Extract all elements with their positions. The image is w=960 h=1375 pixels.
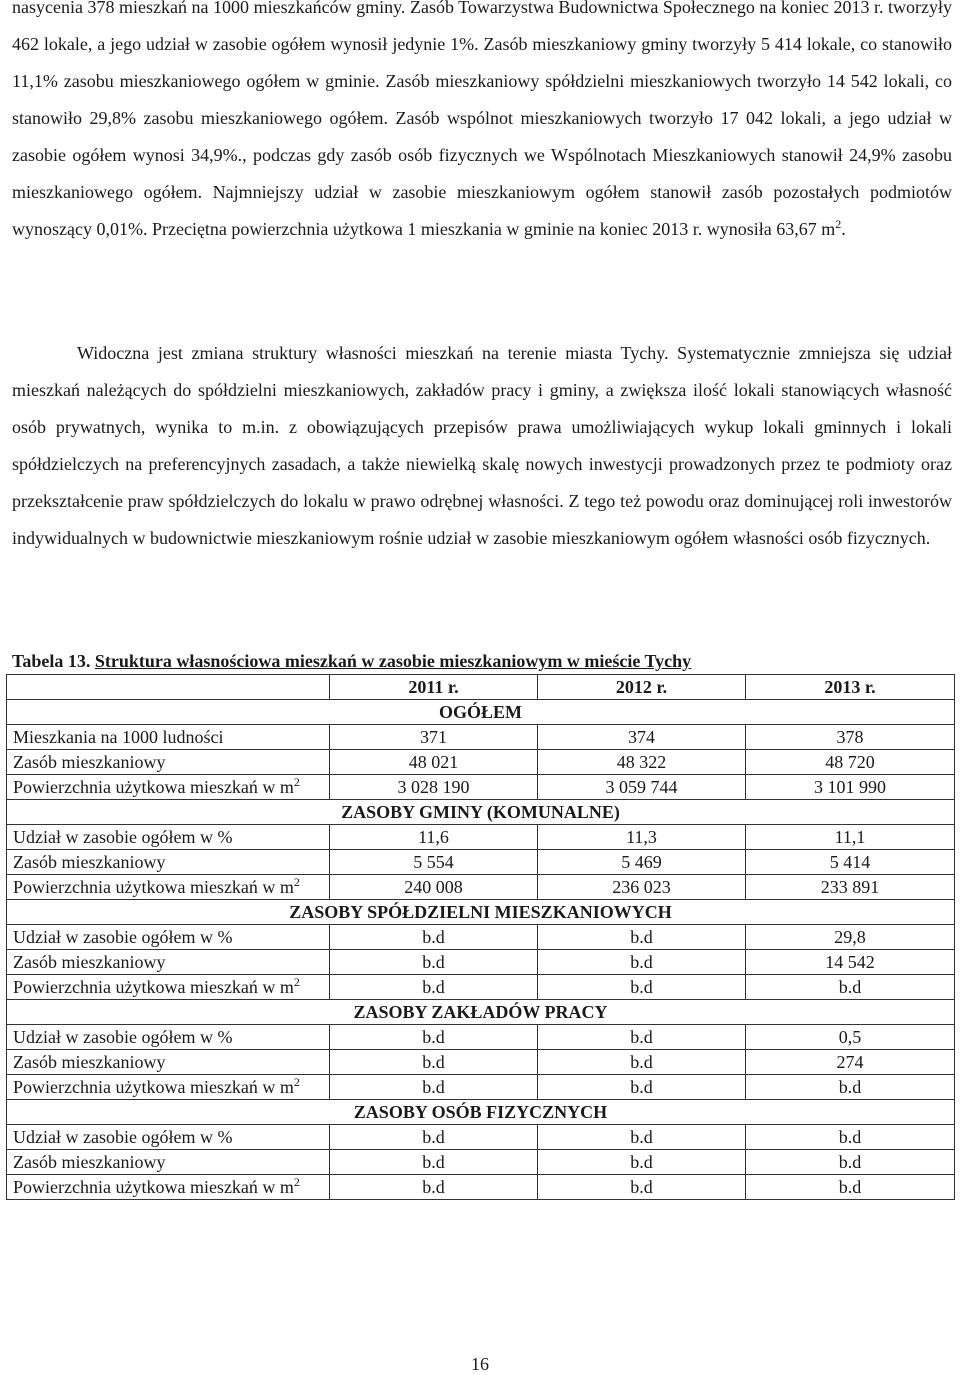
row-label-text: Udział w zasobie ogółem w %: [13, 1127, 233, 1147]
paragraph-housing-stock: [12, 0, 952, 248]
row-label: [7, 1150, 330, 1175]
row-label-text: Powierzchnia użytkowa mieszkań w m: [13, 877, 294, 897]
value-cell: 3 059 744: [538, 775, 746, 800]
row-label: [7, 1125, 330, 1150]
row-label-text: Udział w zasobie ogółem w %: [13, 927, 233, 947]
header-year-2011: 2011 r.: [330, 675, 538, 700]
row-label-text: Zasób mieszkaniowy: [13, 1152, 166, 1172]
row-label-text: Udział w zasobie ogółem w %: [13, 1027, 233, 1047]
value-cell: b.d: [538, 950, 746, 975]
table-caption-prefix: Tabela 13.: [12, 651, 91, 671]
table-row: [7, 975, 955, 1000]
value-cell: b.d: [538, 1125, 746, 1150]
row-label-text: Mieszkania na 1000 ludności: [13, 727, 224, 747]
row-label: [7, 975, 330, 1000]
value-cell: b.d: [330, 975, 538, 1000]
value-cell: 378: [746, 725, 955, 750]
row-label: [7, 925, 330, 950]
table-row: [7, 725, 955, 750]
value-cell: 3 101 990: [746, 775, 955, 800]
value-cell: b.d: [538, 1150, 746, 1175]
value-cell: 48 720: [746, 750, 955, 775]
table-row: [7, 1075, 955, 1100]
value-cell: b.d: [330, 1050, 538, 1075]
table-row: [7, 750, 955, 775]
value-cell: b.d: [330, 1025, 538, 1050]
row-label-text: Powierzchnia użytkowa mieszkań w m: [13, 1177, 294, 1197]
table-header-row: [7, 675, 955, 700]
row-label-text: Udział w zasobie ogółem w %: [13, 827, 233, 847]
value-cell: b.d: [538, 1050, 746, 1075]
ownership-structure-table: [6, 674, 955, 1200]
table-row: [7, 875, 955, 900]
paragraph-text: nasycenia 378 mieszkań na 1000 mieszkańców gminy. Zasób Towarzystwa Budownictwa Społecznego na koniec 2013 r. tworzyły 462 lokale, a jego udział w zasobie ogółem wynosił jedynie 1%. Zasób mieszkaniowy gminy tworzyły 5 414 lokale, co stanowiło 11,1% zasobu mieszkaniowego ogółem w gminie. Zasób mieszkaniowy spółdzielni mieszkaniowych tworzyło 14 542 lokali, co stanowiło 29,8% zasobu mieszkaniowego ogółem. Zasób wspólnot mieszkaniowych tworzyło 17 042 lokali, a jego udział w zasobie ogółem wynosi 34,9%., podczas gdy zasób osób fizycznych we Wspólnotach Mieszkaniowych stanowił 24,9% zasobu mieszkaniowego ogółem. Najmniejszy udział w zasobie mieszkaniowym ogółem stanowił zasób pozostałych podmiotów wynoszący 0,01%. Przeciętna powierzchnia użytkowa 1 mieszkania w gminie na koniec 2013 r. wynosiła 63,67 m: [12, 0, 952, 239]
row-label: [7, 1025, 330, 1050]
superscript-2: 2: [835, 217, 842, 231]
value-cell: b.d: [330, 925, 538, 950]
value-cell: 11,1: [746, 825, 955, 850]
section-title: OGÓŁEM: [7, 700, 955, 725]
value-cell: b.d: [538, 1175, 746, 1200]
page-number: 16: [471, 1354, 489, 1374]
paragraph-ownership-change: Widoczna jest zmiana struktury własności mieszkań na terenie miasta Tychy. Systematycznie zmniejsza się udział mieszkań należących do spółdzielni mieszkaniowych, zakładów pracy i gminy, a zwiększa ilość lokali stanowiących własność osób prywatnych, wynika to m.in. z obowiązujących przepisów prawa umożliwiających wykup lokali gminnych i lokali spółdzielczych na preferencyjnych zasadach, a także niewielką skalę nowych inwestycji prowadzonych przez te podmioty oraz przekształcenie praw spółdzielczych do lokalu w prawo odrębnej własności. Z tego też powodu oraz dominującej roli inwestorów indywidualnych w budownictwie mieszkaniowym rośnie udział w zasobie mieszkaniowym ogółem własności osób fizycznych.: [12, 343, 952, 548]
table-row: [7, 1175, 955, 1200]
section-title: ZASOBY GMINY (KOMUNALNE): [7, 800, 955, 825]
value-cell: b.d: [746, 1075, 955, 1100]
section-header-row: [7, 800, 955, 825]
value-cell: b.d: [330, 1075, 538, 1100]
table-body: [7, 675, 955, 1200]
table-row: [7, 1125, 955, 1150]
value-cell: b.d: [330, 1150, 538, 1175]
row-label: [7, 850, 330, 875]
value-cell: b.d: [538, 975, 746, 1000]
table-row: [7, 850, 955, 875]
value-cell: b.d: [538, 1025, 746, 1050]
section-title: ZASOBY OSÓB FIZYCZNYCH: [7, 1100, 955, 1125]
value-cell: 5 554: [330, 850, 538, 875]
value-cell: 236 023: [538, 875, 746, 900]
value-cell: 240 008: [330, 875, 538, 900]
row-label-text: Zasób mieszkaniowy: [13, 752, 166, 772]
value-cell: 374: [538, 725, 746, 750]
row-label: [7, 725, 330, 750]
row-label: [7, 825, 330, 850]
row-label-text: Zasób mieszkaniowy: [13, 852, 166, 872]
value-cell: b.d: [330, 1125, 538, 1150]
value-cell: 11,3: [538, 825, 746, 850]
row-label: [7, 875, 330, 900]
value-cell: 48 021: [330, 750, 538, 775]
row-label: [7, 950, 330, 975]
section-header-row: [7, 1100, 955, 1125]
table-row: [7, 925, 955, 950]
section-title: ZASOBY SPÓŁDZIELNI MIESZKANIOWYCH: [7, 900, 955, 925]
row-label: [7, 1175, 330, 1200]
row-label-text: Powierzchnia użytkowa mieszkań w m: [13, 1077, 294, 1097]
header-year-2013: 2013 r.: [746, 675, 955, 700]
value-cell: 29,8: [746, 925, 955, 950]
value-cell: b.d: [746, 1175, 955, 1200]
row-label-text: Zasób mieszkaniowy: [13, 1052, 166, 1072]
value-cell: 5 469: [538, 850, 746, 875]
value-cell: b.d: [746, 975, 955, 1000]
header-year-2012: 2012 r.: [538, 675, 746, 700]
section-header-row: [7, 700, 955, 725]
row-label: [7, 750, 330, 775]
table-caption-title: Struktura własnościowa mieszkań w zasobie mieszkaniowym w mieście Tychy: [94, 651, 692, 671]
section-header-row: [7, 1000, 955, 1025]
value-cell: b.d: [538, 1075, 746, 1100]
superscript-2: 2: [293, 875, 300, 889]
value-cell: 371: [330, 725, 538, 750]
value-cell: 48 322: [538, 750, 746, 775]
superscript-2: 2: [293, 1075, 300, 1089]
row-label-text: Powierzchnia użytkowa mieszkań w m: [13, 777, 294, 797]
row-label: [7, 775, 330, 800]
value-cell: b.d: [746, 1150, 955, 1175]
value-cell: 11,6: [330, 825, 538, 850]
superscript-2: 2: [293, 1175, 300, 1189]
row-label-text: Zasób mieszkaniowy: [13, 952, 166, 972]
row-label: [7, 1050, 330, 1075]
table-row: [7, 950, 955, 975]
table-row: [7, 1025, 955, 1050]
value-cell: b.d: [330, 950, 538, 975]
paragraph-tail: .: [841, 219, 846, 239]
table-row: [7, 825, 955, 850]
superscript-2: 2: [293, 775, 300, 789]
header-empty-cell: [7, 675, 330, 700]
row-label: [7, 1075, 330, 1100]
table-caption: [12, 650, 952, 672]
value-cell: 5 414: [746, 850, 955, 875]
value-cell: b.d: [330, 1175, 538, 1200]
value-cell: 14 542: [746, 950, 955, 975]
row-label-text: Powierzchnia użytkowa mieszkań w m: [13, 977, 294, 997]
value-cell: 0,5: [746, 1025, 955, 1050]
value-cell: b.d: [538, 925, 746, 950]
section-header-row: [7, 900, 955, 925]
value-cell: 233 891: [746, 875, 955, 900]
table-row: [7, 1050, 955, 1075]
value-cell: 3 028 190: [330, 775, 538, 800]
value-cell: 274: [746, 1050, 955, 1075]
table-row: [7, 1150, 955, 1175]
table-row: [7, 775, 955, 800]
superscript-2: 2: [293, 975, 300, 989]
section-title: ZASOBY ZAKŁADÓW PRACY: [7, 1000, 955, 1025]
value-cell: b.d: [746, 1125, 955, 1150]
